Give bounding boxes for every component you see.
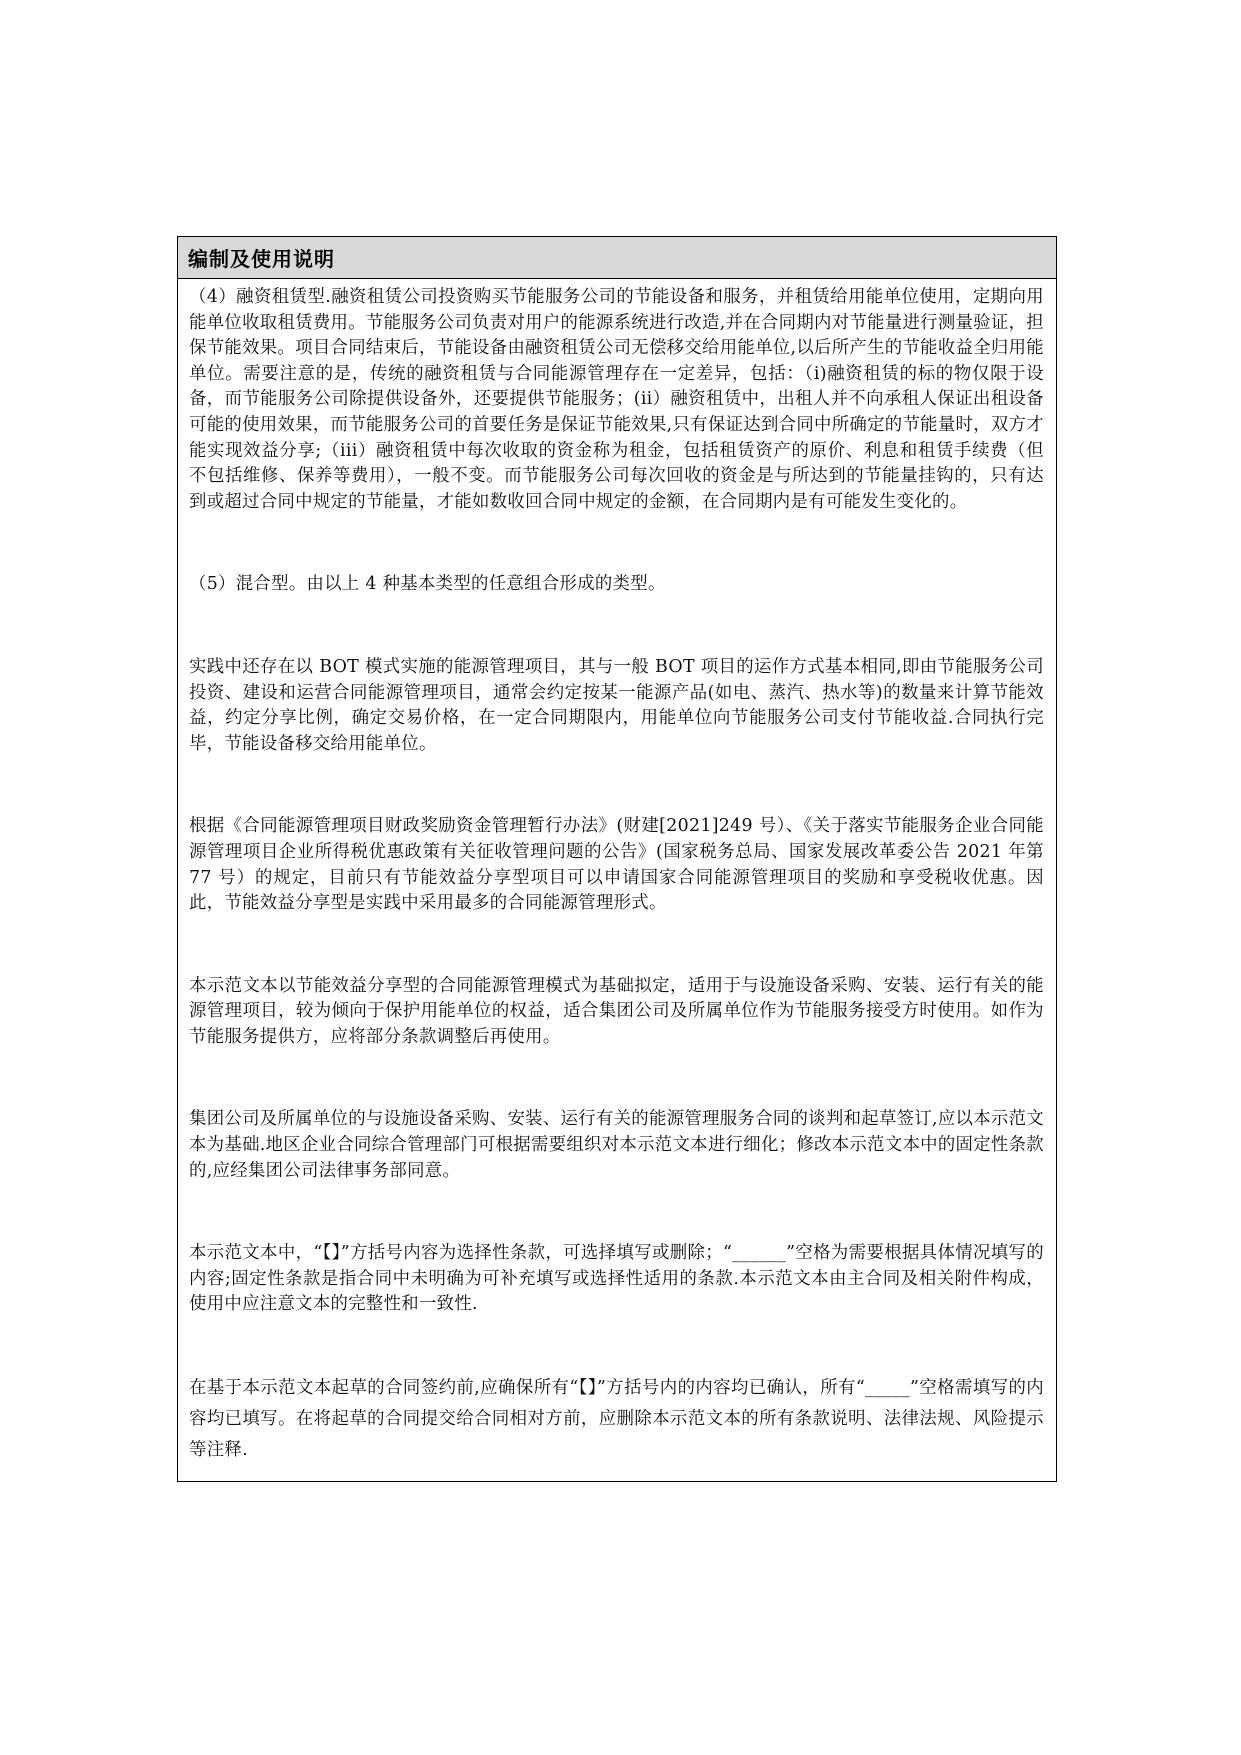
table-header (178, 237, 1056, 279)
paragraph-finance-lease: （4）融资租赁型.融资租赁公司投资购买节能服务公司的节能设备和服务，并租赁给用能单位使用，定期向用能单位收取租赁费用。节能服务公司负责对用户的能源系统进行改造,并在合同期内对节能量进行测量验证，担保节能效果。项目合同结束后，节能设备由融资租赁公司无偿移交给用能单位,以后所产生的节能收益全归用能单位。需要注意的是，传统的融资租赁与合同能源管理存在一定差异，包括：（i)融资租赁的标的物仅限于设备，而节能服务公司除提供设备外，还要提供节能服务；(ii）融资租赁中，出租人并不向承租人保证出租设备可能的使用效果，而节能服务公司的首要任务是保证节能效果,只有保证达到合同中所确定的节能量时，双方才能实现效益分享;（iii）融资租赁中每次收取的资金称为租金，包括租赁资产的原价、利息和租赁手续费（但不包括维修、保养等费用），一般不变。而节能服务公司每次回收的资金是与所达到的节能量挂钩的，只有达到或超过合同中规定的节能量，才能如数收回合同中规定的金额，在合同期内是有可能发生变化的。 (189, 287, 1044, 512)
paragraph-mixed-type: （5）混合型。由以上 4 种基本类型的任意组合形成的类型。 (189, 574, 666, 595)
paragraph-template-scope: 本示范文本以节能效益分享型的合同能源管理模式为基础拟定，适用于与设施设备采购、安装、运行有关的能源管理项目，较为倾向于保护用能单位的权益，适合集团公司及所属单位作为节能服务接受方时使用。如作为节能服务提供方，应将部分条款调整后再使用。 (189, 975, 1044, 1047)
table-body (178, 279, 1056, 1466)
paragraph-bracket-notes: 本示范文本中，“【】”方括号内容为选择性条款，可选择填写或删除；“______”空格为需要根据具体情况填写的内容;固定性条款是指合同中未明确为可补充填写或选择性适用的条款.本示范文本由主合同及相关附件构成，使用中应注意文本的完整性和一致性. (189, 1243, 1044, 1315)
paragraph-negotiation: 集团公司及所属单位的与设施设备采购、安装、运行有关的能源管理服务合同的谈判和起草签订,应以本示范文本为基础.地区企业合同综合管理部门可根据需要组织对本示范文本进行细化；修改本示范文本中的固定性条款的,应经集团公司法律事务部同意。 (189, 1109, 1044, 1181)
paragraph-pre-signing: 在基于本示范文本起草的合同签约前,应确保所有“【】”方括号内的内容均已确认，所有“_____”空格需填写的内容均已填写。在将起草的合同提交给合同相对方前，应删除本示范文本的所有条款说明、法律法规、风险提示等注释. (189, 1378, 1044, 1461)
paragraph-policy-basis: 根据《合同能源管理项目财政奖励资金管理暂行办法》(财建[2021]249 号）、《关于落实节能服务企业合同能源管理项目企业所得税优惠政策有关征收管理问题的公告》(国家税务总局、国家发展改革委公告 2021 年第 77 号）的规定，目前只有节能效益分享型项目可以申请国家合同能源管理项目的奖励和享受税收优惠。因此，节能效益分享型是实践中采用最多的合同能源管理形式。 (189, 816, 1044, 914)
instructions-table (177, 236, 1057, 1482)
section-title: 编制及使用说明 (188, 247, 335, 271)
paragraph-bot-mode: 实践中还存在以 BOT 模式实施的能源管理项目，其与一般 BOT 项目的运作方式基本相同,即由节能服务公司投资、建设和运营合同能源管理项目，通常会约定按某一能源产品(如电、蒸汽、热水等)的数量来计算节能效益，约定分享比例，确定交易价格，在一定合同期限内，用能单位向节能服务公司支付节能收益.合同执行完毕，节能设备移交给用能单位。 (189, 656, 1044, 754)
